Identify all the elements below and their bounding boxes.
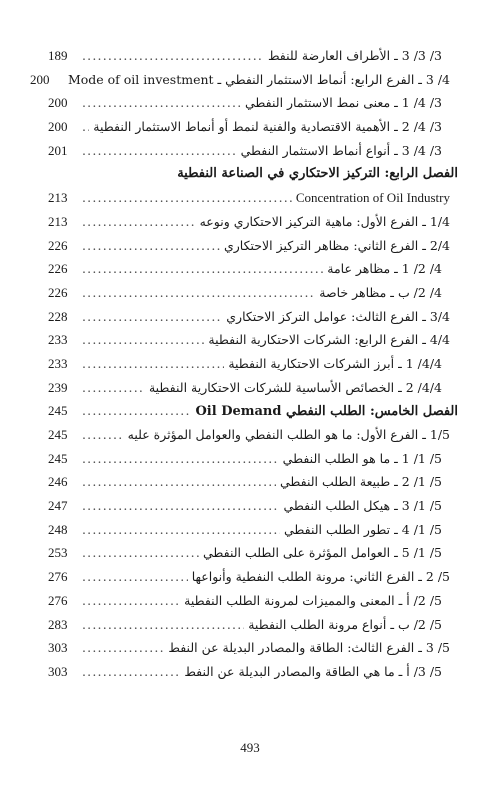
toc-entry <box>48 541 458 565</box>
toc-entry-title: 5/ 2/ ب ـ أنواع مرونة الطلب النفطية <box>248 616 442 632</box>
toc-entry-title: 1/4 ـ الفرع الأول: ماهية التركيز الاحتكاري ونوعه <box>199 213 450 229</box>
toc-entry-title: 3/ 4/ 2 ـ الأهمية الاقتصادية والفنية لنمط أو أنماط الاستثمار النفطية <box>93 119 442 135</box>
toc-entry <box>48 257 458 281</box>
toc-entry-page: 245 <box>48 403 68 419</box>
dot-leader <box>82 139 237 163</box>
toc-entry-page: 283 <box>48 616 68 632</box>
toc-entry-page: 226 <box>48 261 68 277</box>
dot-leader <box>82 589 180 613</box>
dot-leader <box>82 305 222 329</box>
dot-leader <box>82 660 180 684</box>
toc-entry-page: 226 <box>48 284 68 300</box>
toc-entry-title: 4/4/ 2 ـ الخصائص الأساسية للشركات الاحتكارية النفطية <box>148 379 442 395</box>
toc-entry-title: 3/ 3/ 3 ـ الأطراف العارضة للنفط <box>267 48 442 63</box>
toc-entry <box>48 44 458 68</box>
toc-entry-title: 4/4/ 1 ـ أبرز الشركات الاحتكارية النفطية <box>228 355 442 371</box>
dot-leader <box>82 494 279 518</box>
toc-entry <box>48 115 458 139</box>
toc-entry-title: 4/ 3 ـ الفرع الرابع: أنماط الاستثمار النفطي ـ Mode of oil investment <box>67 71 450 87</box>
dot-leader <box>82 636 164 660</box>
dot-leader <box>82 234 220 258</box>
toc-entry-title: 5/ 3 ـ الفرع الثالث: الطاقة والمصادر البديلة عن النفط <box>168 640 450 656</box>
toc-entry-page: 303 <box>48 663 68 679</box>
dot-leader <box>82 541 199 565</box>
toc-entry <box>48 328 458 352</box>
toc-entry <box>48 589 458 613</box>
toc-entry-title: 5/ 1/ 4 ـ تطور الطلب النفطي <box>283 521 442 537</box>
toc-entry-title: 5/ 1/ 1 ـ ما هو الطلب النفطي <box>282 450 442 466</box>
dot-leader <box>82 352 224 376</box>
toc-entry <box>48 565 458 589</box>
toc-entry-page: 248 <box>48 521 68 537</box>
toc-entry <box>48 234 458 258</box>
dot-leader <box>82 328 204 352</box>
dot-leader <box>82 281 315 305</box>
toc-entry-title: 3/4 ـ الفرع الثالث: عوامل التركز الاحتكاري <box>226 308 450 324</box>
toc-entry <box>48 139 458 163</box>
dot-leader <box>82 613 244 637</box>
toc-entry-page: 303 <box>48 640 68 656</box>
toc-entry-page: 246 <box>48 474 68 490</box>
toc-entry-page: 213 <box>48 190 68 206</box>
toc-entry-title: 1/5 ـ الفرع الأول: ما هو الطلب النفطي والعوامل المؤثرة عليه <box>127 427 450 442</box>
dot-leader <box>82 257 323 281</box>
toc-entry-page: 200 <box>29 71 50 87</box>
toc-entry-title: 5/ 1/ 2 ـ طبيعة الطلب النفطي <box>279 474 442 490</box>
toc-entry-page: 245 <box>48 427 68 442</box>
toc-entry-page: 239 <box>48 379 68 395</box>
dot-leader <box>82 565 188 589</box>
toc-entry <box>48 636 458 660</box>
toc-entry-title: Concentration of Oil Industry <box>295 190 450 206</box>
toc-entry <box>29 68 458 92</box>
toc-entry-title: الفصل الخامس: الطلب النفطي Oil Demand <box>195 404 458 420</box>
toc-entry-page: 228 <box>48 308 68 324</box>
toc-entry-title: 3/ 4/ 1 ـ معنى نمط الاستثمار النفطي <box>245 95 442 111</box>
toc-entry <box>48 494 458 518</box>
toc-entry-title: 5/ 3/ أ ـ ما هي الطاقة والمصادر البديلة عن النفط <box>184 663 442 679</box>
toc-entry-title: 4/ 2/ ب ـ مظاهر خاصة <box>319 284 442 300</box>
toc-entry-title: 5/ 2/ أ ـ المعنى والمميزات لمرونة الطلب النفطية <box>184 592 442 608</box>
dot-leader <box>82 186 292 210</box>
toc-entry-title: 5/ 1/ 3 ـ هيكل الطلب النفطي <box>283 498 442 514</box>
toc-entry-page: 276 <box>48 592 68 608</box>
dot-leader <box>82 399 191 423</box>
toc-entry <box>48 210 458 234</box>
toc-entry-title: 5/ 2 ـ الفرع الثاني: مرونة الطلب النفطية وأنواعها <box>191 569 450 585</box>
toc-entry-page: 276 <box>48 569 68 585</box>
toc-entry <box>48 518 458 542</box>
dot-leader <box>82 91 241 115</box>
dot-leader <box>82 518 280 542</box>
dot-leader <box>82 470 276 494</box>
dot-leader <box>82 44 264 68</box>
dot-leader <box>82 210 196 234</box>
toc-entry-page: 213 <box>48 213 68 229</box>
dot-leader <box>82 115 89 139</box>
toc-entry-page: 189 <box>48 48 68 63</box>
toc-entry <box>48 423 458 447</box>
toc-entry-title: 4/ 2/ 1 ـ مظاهر عامة <box>327 261 442 277</box>
dot-leader <box>82 447 279 471</box>
toc-entry-title: 3/ 4/ 3 ـ أنواع أنماط الاستثمار النفطي <box>240 142 442 158</box>
toc-entry-page: 245 <box>48 450 68 466</box>
toc-entry-page: 201 <box>48 142 68 158</box>
toc-entry <box>48 660 458 684</box>
toc-entry <box>48 91 458 115</box>
chapter-heading <box>48 162 458 186</box>
toc-entry <box>48 470 458 494</box>
toc-entry <box>48 281 458 305</box>
toc-entry-page: 233 <box>48 332 68 348</box>
toc-entry <box>48 447 458 471</box>
chapter-heading <box>48 399 458 423</box>
dot-leader <box>82 423 124 447</box>
dot-leader <box>82 376 145 400</box>
toc-entry-title: 5/ 1/ 5 ـ العوامل المؤثرة على الطلب النفطي <box>202 545 442 561</box>
toc-entry-title: 4/4 ـ الفرع الرابع: الشركات الاحتكارية النفطية <box>208 332 450 348</box>
toc-entry <box>48 186 458 210</box>
toc-entry-title: الفصل الرابع: التركيز الاحتكاري في الصناعة النفطية <box>177 166 458 182</box>
toc-entry <box>48 352 458 376</box>
toc-entry <box>48 376 458 400</box>
toc-entry <box>48 305 458 329</box>
table-of-contents <box>29 44 458 684</box>
toc-entry-page: 200 <box>48 95 68 111</box>
toc-entry-page: 253 <box>48 545 68 561</box>
toc-entry-page: 226 <box>48 237 68 253</box>
toc-entry-page: 233 <box>48 355 68 371</box>
toc-entry-page: 247 <box>48 498 68 514</box>
page-number: 493 <box>240 740 260 755</box>
toc-entry <box>48 613 458 637</box>
toc-entry-page: 200 <box>48 119 68 135</box>
toc-entry-title: 2/4 ـ الفرع الثاني: مظاهر التركيز الاحتكاري <box>223 237 450 253</box>
